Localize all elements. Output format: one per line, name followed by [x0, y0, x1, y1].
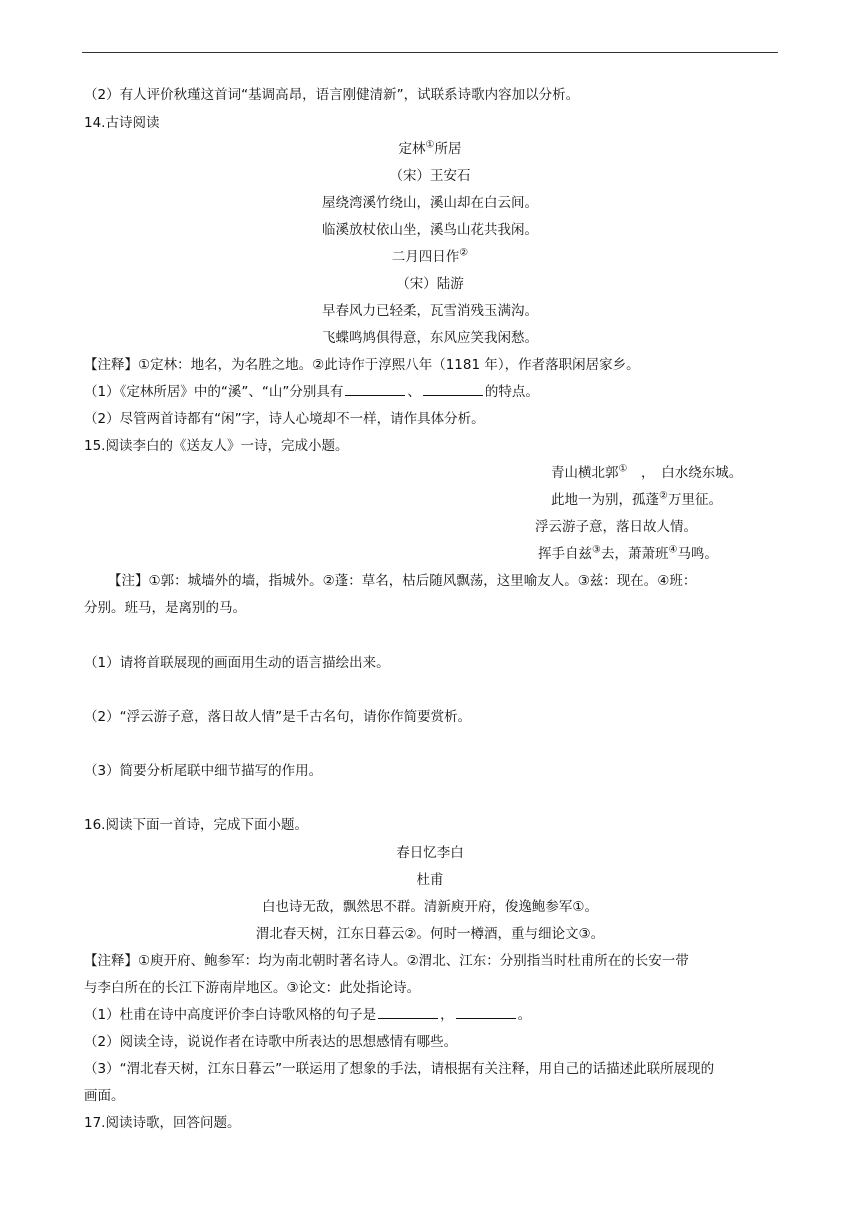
q15-poem-line2: 此地一为别，孤蓬②万里征。 — [551, 490, 722, 508]
answer-blank — [456, 1006, 516, 1019]
q16-note-line1: 【注释】①庾开府、鲍参军：均为南北朝时著名诗人。②渭北、江东：分别指当时杜甫所在的长安一带 — [84, 953, 689, 969]
q14-poem1-title: 定林①所居 — [398, 139, 462, 157]
header-rule — [82, 52, 778, 53]
q14-poem2-line2: 飞蝶鸣鸠俱得意，东风应笑我闲愁。 — [322, 330, 538, 346]
q15-note-line1: 【注】①郭：城墙外的墙，指城外。②蓬：草名，枯后随风飘荡，这里喻友人。③兹：现在。④班： — [108, 573, 697, 589]
answer-blank — [423, 383, 483, 396]
q16-note-line2: 与李白所在的长江下游南岸地区。③论文：此处指论诗。 — [84, 980, 421, 996]
q15-item2: （2）“浮云游子意，落日故人情”是千古名句，请你作简要赏析。 — [84, 709, 472, 725]
q14-item1: （1）《定林所居》中的“溪”、“山”分别具有 、 的特点。 — [84, 384, 539, 400]
q15-item3: （3）简要分析尾联中细节描写的作用。 — [84, 763, 323, 779]
q14-heading: 14.古诗阅读 — [84, 115, 160, 131]
q16-item3-line1: （3）“渭北春天树，江东日暮云”一联运用了想象的手法，请根据有关注释，用自己的话描述此联所展现的 — [84, 1061, 715, 1077]
q14-item2: （2）尽管两首诗都有“闲”字，诗人心境却不一样，请作具体分析。 — [84, 411, 485, 427]
answer-blank — [378, 1006, 438, 1019]
q13-item2: （2）有人评价秋瑾这首词“基调高昂，语言刚健清新”，试联系诗歌内容加以分析。 — [84, 87, 580, 103]
q15-heading: 15.阅读李白的《送友人》一诗，完成小题。 — [84, 438, 349, 454]
q14-poem1-author: （宋）王安石 — [389, 168, 471, 184]
q15-note-line2: 分别。班马，是离别的马。 — [84, 600, 246, 616]
q14-poem1-line2: 临溪放杖依山坐，溪鸟山花共我闲。 — [322, 222, 538, 238]
q14-poem2-title: 二月四日作② — [391, 247, 469, 265]
q14-poem1-line1: 屋绕湾溪竹绕山，溪山却在白云间。 — [322, 195, 538, 211]
q16-item3-line2: 画面。 — [84, 1088, 125, 1104]
q14-note: 【注释】①定林：地名，为名胜之地。②此诗作于淳熙八年（1181 年），作者落职闲居家乡。 — [84, 357, 640, 373]
q16-item1: （1）杜甫在诗中高度评价李白诗歌风格的句子是 ， 。 — [84, 1007, 532, 1023]
q17-heading: 17.阅读诗歌，回答问题。 — [84, 1115, 241, 1131]
answer-blank — [345, 383, 405, 396]
q16-heading: 16.阅读下面一首诗，完成下面小题。 — [84, 817, 308, 833]
q16-author: 杜甫 — [416, 872, 444, 888]
q16-poem-line1: 白也诗无敌，飘然思不群。清新庾开府，俊逸鲍参军①。 — [261, 899, 599, 915]
q15-poem-line1: 青山横北郭① ， 白水绕东城。 — [551, 463, 743, 481]
q15-poem-line4: 挥手自兹③去，萧萧班④马鸣。 — [538, 544, 718, 562]
q16-poem-line2: 渭北春天树，江东日暮云②。何时一樽酒，重与细论文③。 — [255, 926, 605, 942]
q14-poem2-author: （宋）陆游 — [396, 276, 464, 292]
q16-item2: （2）阅读全诗，说说作者在诗歌中所表达的思想感情有哪些。 — [84, 1034, 458, 1050]
q15-item1: （1）请将首联展现的画面用生动的语言描绘出来。 — [84, 655, 390, 671]
q14-poem2-line1: 早春风力已轻柔，瓦雪消残玉满沟。 — [322, 303, 538, 319]
q16-title: 春日忆李白 — [396, 845, 464, 861]
q15-poem-line3: 浮云游子意，落日故人情。 — [535, 519, 697, 535]
